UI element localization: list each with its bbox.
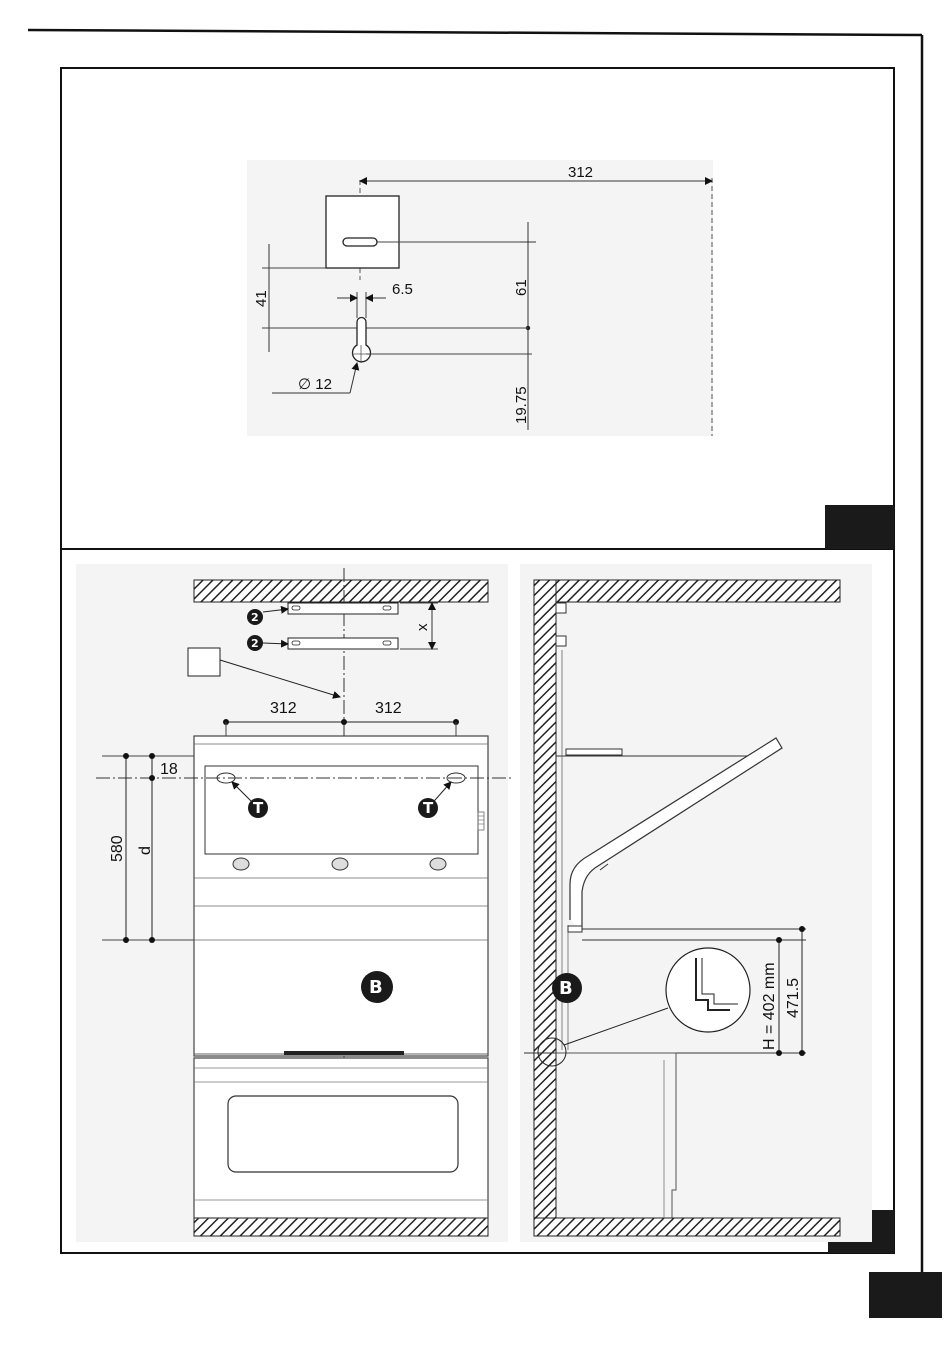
callout-box xyxy=(188,648,220,676)
dim-hole-diameter-label: ∅ 12 xyxy=(298,376,332,393)
dim-d-label: d xyxy=(137,846,154,855)
dim-slot-width-label: 6.5 xyxy=(392,281,413,298)
svg-text:2: 2 xyxy=(251,611,259,624)
dim-slot-offset-label: 41 xyxy=(253,290,270,307)
dim-h-label: H = 402 mm xyxy=(761,962,778,1050)
dim-width-label: 312 xyxy=(568,164,594,181)
svg-text:T: T xyxy=(253,799,264,817)
dim-left-spacing-label: 312 xyxy=(270,700,297,717)
dim-top-margin-label: 18 xyxy=(160,761,178,778)
dim-overall-label: 471.5 xyxy=(785,977,802,1018)
front-view-drawing xyxy=(76,564,514,1242)
top-panel-tab xyxy=(825,505,894,549)
side-view-drawing xyxy=(520,564,872,1242)
part-b-badge-front xyxy=(361,971,393,1003)
svg-text:2: 2 xyxy=(251,637,259,650)
svg-text:B: B xyxy=(559,978,573,999)
bracket-detail-drawing xyxy=(247,160,713,436)
part-b-badge-side xyxy=(552,973,582,1003)
dim-right-spacing-label: 312 xyxy=(375,700,402,717)
svg-text:T: T xyxy=(423,799,434,817)
dim-total-height-label: 580 xyxy=(109,835,126,862)
page-corner-tab xyxy=(869,1272,942,1318)
dim-bottom-label: 19.75 xyxy=(513,386,530,424)
dim-x-label: x xyxy=(414,623,431,631)
svg-text:B: B xyxy=(369,977,383,998)
dim-height-label: 61 xyxy=(513,279,530,296)
